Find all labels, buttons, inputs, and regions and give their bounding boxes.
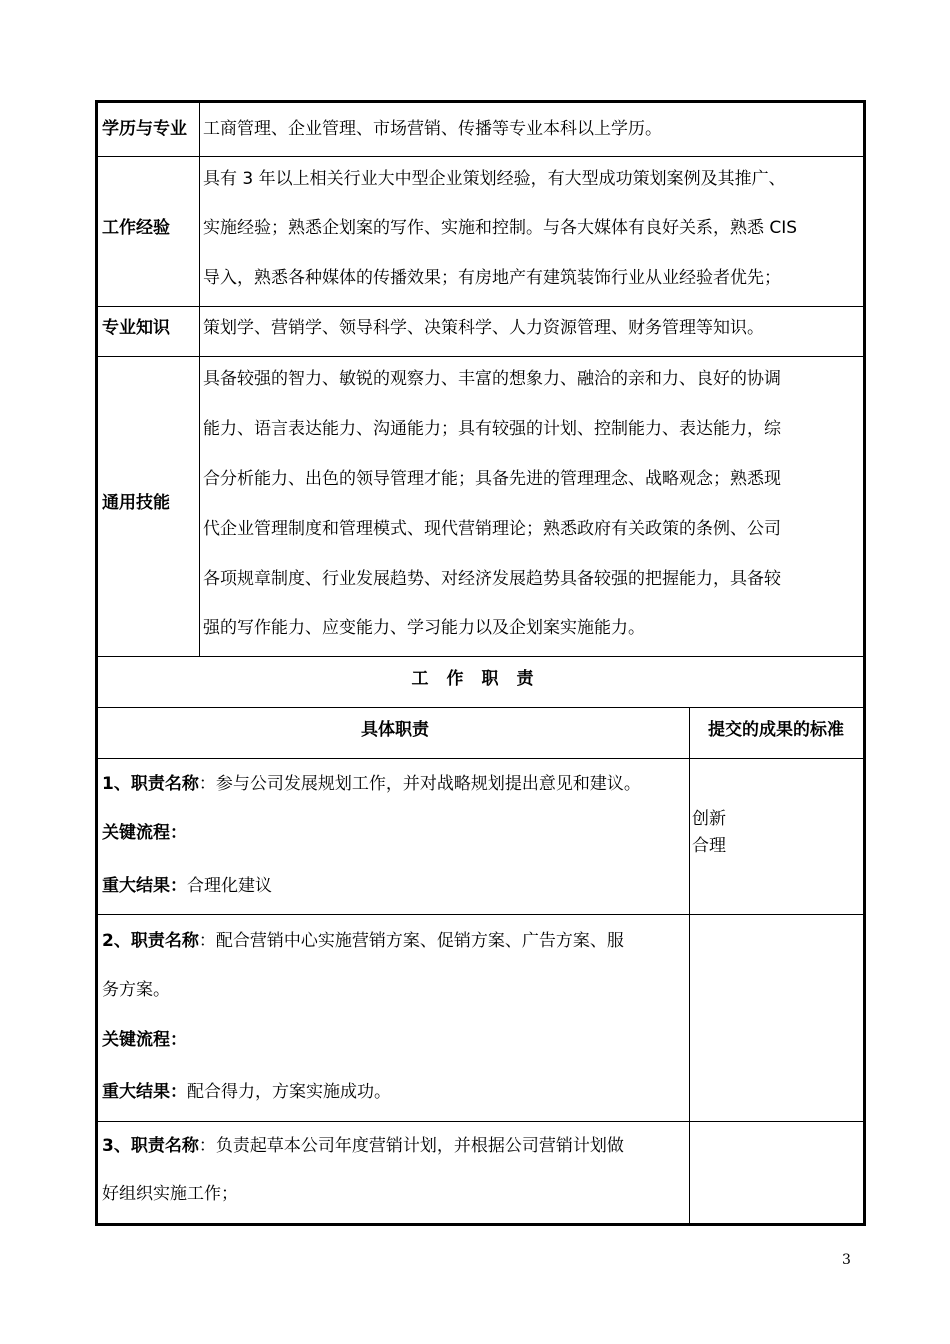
experience-text-line: 实施经验；熟悉企划案的写作、实施和控制。与各大媒体有良好关系，熟悉 CIS [203,218,798,238]
duty-name-text: ：配合营销中心实施营销方案、促销方案、广告方案、服 [198,931,624,951]
skills-text-line: 代企业管理制度和管理模式、现代营销理论；熟悉政府有关政策的条例、公司 [203,519,781,539]
experience-text-line: 导入，熟悉各种媒体的传播效果；有房地产有建筑装饰行业从业经验者优先； [203,268,781,288]
duty-1-process-label: 关键流程： [102,823,187,843]
skills-text-line: 强的写作能力、应变能力、学习能力以及企划案实施能力。 [203,618,645,638]
row-divider [98,356,863,357]
education-text: 工商管理、企业管理、市场营销、传播等专业本科以上学历。 [203,119,662,139]
duty-2-name [102,930,624,952]
duty-name-label: 3、职责名称 [102,1136,199,1156]
duty-result-label: 重大结果： [102,876,187,896]
row-divider [98,306,863,307]
row-divider [98,156,863,157]
duty-name-label: 1、职责名称 [102,774,199,794]
skills-text-line: 具备较强的智力、敏锐的观察力、丰富的想象力、融洽的亲和力、良好的协调 [203,369,781,389]
duty-2-process-label: 关键流程： [102,1030,187,1050]
duty-column-header: 具体职责 [361,720,429,740]
duty-2-name-continued: 务方案。 [102,980,170,1000]
row-divider [98,1121,863,1122]
duty-name-text: ：参与公司发展规划工作，并对战略规划提出意见和建议。 [198,774,641,794]
page-number: 3 [842,1252,851,1268]
education-label: 学历与专业 [102,119,187,139]
skills-label: 通用技能 [102,493,170,513]
duty-result-label: 重大结果： [102,1082,187,1102]
knowledge-text: 策划学、营销学、领导科学、决策科学、人力资源管理、财务管理等知识。 [203,318,764,338]
duty-3-name-continued: 好组织实施工作； [102,1184,238,1204]
duty-name-text: ：负责起草本公司年度营销计划，并根据公司营销计划做 [198,1136,624,1156]
row-divider [98,707,863,708]
standard-column-header: 提交的成果的标准 [708,720,844,740]
duty-name-label: 2、职责名称 [102,931,199,951]
knowledge-label: 专业知识 [102,318,170,338]
skills-text-line: 合分析能力、出色的领导管理才能；具备先进的管理理念、战略观念；熟悉现 [203,469,781,489]
duty-1-standard-line: 创新 [692,809,726,829]
duty-2-result [102,1081,391,1103]
duty-result-text: 合理化建议 [187,876,272,896]
duties-section-title: 工作职责 [411,669,552,689]
column-divider [199,103,200,656]
row-divider [98,758,863,759]
duty-1-standard-line: 合理 [692,836,726,856]
skills-text-line: 能力、语言表达能力、沟通能力；具有较强的计划、控制能力、表达能力，综 [203,419,781,439]
skills-text-line: 各项规章制度、行业发展趋势、对经济发展趋势具备较强的把握能力，具备较 [203,569,781,589]
duty-result-text: 配合得力，方案实施成功。 [187,1082,391,1102]
column-divider [689,707,690,1223]
row-divider [98,656,863,657]
experience-text-line: 具有 3 年以上相关行业大中型企业策划经验，有大型成功策划案例及其推广、 [203,169,786,189]
experience-label: 工作经验 [102,218,170,238]
duty-1-name [102,773,641,795]
row-divider [98,914,863,915]
duty-1-result [102,875,272,897]
duty-3-name [102,1135,624,1157]
